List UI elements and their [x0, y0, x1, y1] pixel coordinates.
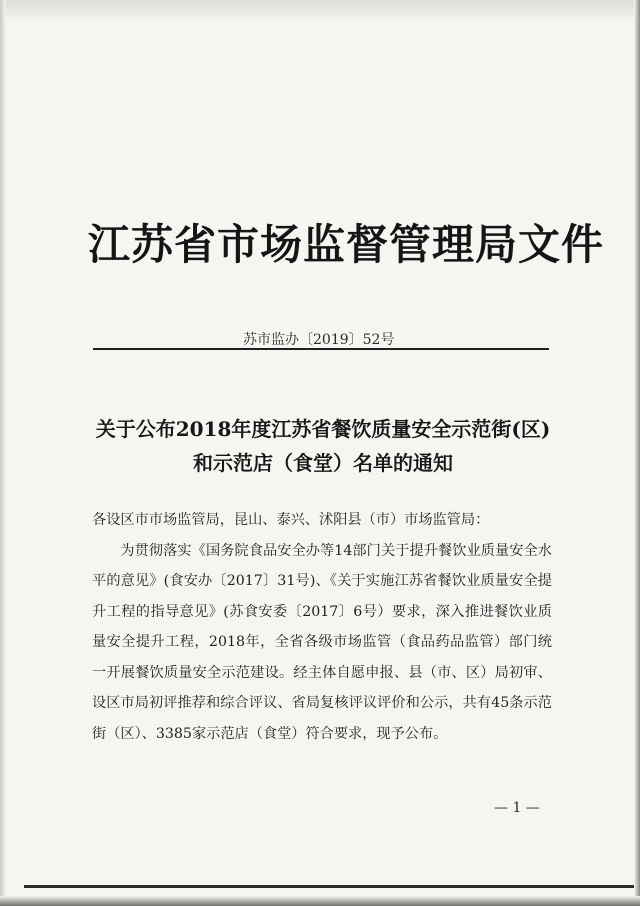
body-text — [92, 505, 552, 749]
scan-edge-right — [634, 0, 640, 906]
page-number: — 1 — — [494, 800, 540, 816]
scan-edge-bottom — [0, 896, 640, 906]
addressee-line: 各设区市市场监管局，昆山、泰兴、沭阳县（市）市场监管局： — [92, 512, 490, 528]
notice-title-line: 和示范店（食堂）名单的通知 — [193, 451, 453, 475]
body-paragraph: 为贯彻落实《国务院食品安全办等14部门关于提升餐饮业质量安全水平的意见》(食安办〔2017〕31号)、《关于实施江苏省餐饮业质量安全提升工程的指导意见》(苏食安委〔2017〕6号）要求，深入推进餐饮业质量安全提升工程，2018年，全省各级市场监管（食品药品监管）部门统一开展餐饮质量安全示范建设。经主体自愿申报、县（市、区）局初审、设区市局初评推荐和综合评议、省局复核评议评价和公示，共有45条示范街（区）、3385家示范店（食堂）符合要求，现予公布。 — [92, 542, 552, 742]
document-header-title: 江苏省市场监督管理局文件 — [88, 220, 605, 269]
scan-edge-left — [0, 0, 6, 906]
document-number: 苏市监办〔2019〕52号 — [243, 332, 395, 348]
page-bottom-border — [24, 885, 634, 888]
notice-title-line: 关于公布2018年度江苏省餐饮质量安全示范街(区) — [95, 417, 551, 441]
notice-title — [88, 412, 558, 480]
scan-shadow-top — [0, 0, 640, 22]
header-divider — [93, 348, 549, 350]
